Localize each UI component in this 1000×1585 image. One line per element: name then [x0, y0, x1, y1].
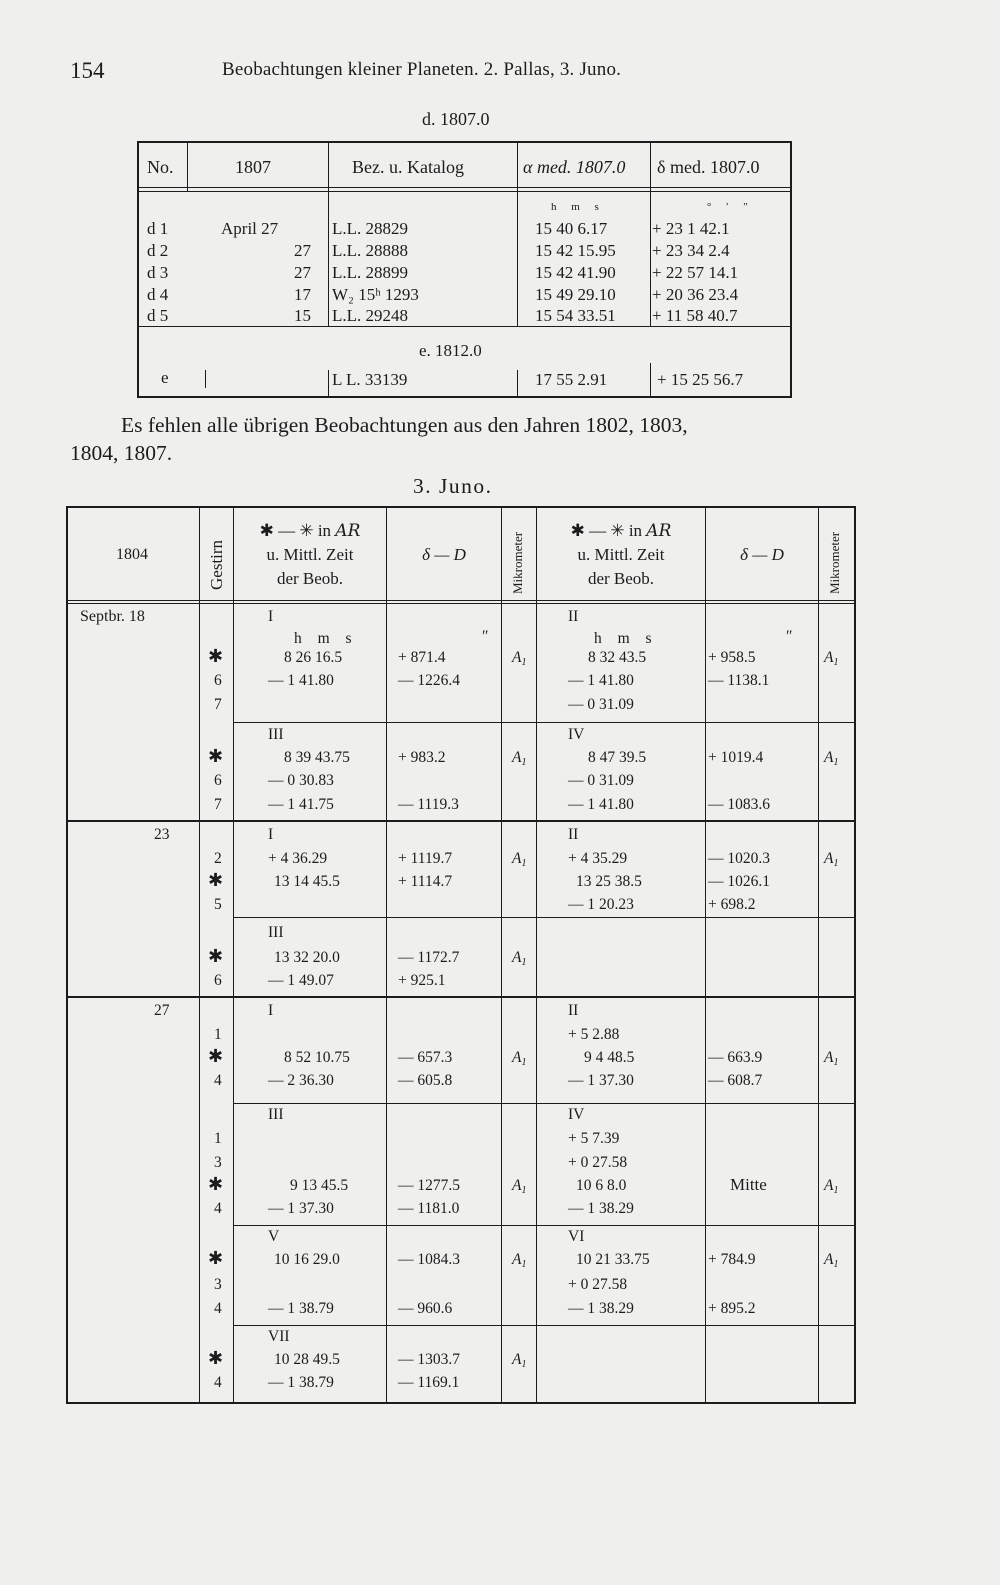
obs-time: + 4 36.29: [268, 850, 328, 867]
obs-number: II: [568, 826, 579, 843]
obs-time: — 1 41.80: [568, 796, 634, 813]
star-icon: ✱: [208, 946, 224, 966]
mikrometer-a1: $A_1$: [512, 649, 527, 668]
obs-time: — 1 49.07: [268, 972, 334, 989]
row-no: d 5: [147, 306, 169, 325]
obs-number: III: [268, 726, 284, 743]
obs-time: — 0 31.09: [568, 772, 634, 789]
obs-number: III: [268, 1106, 284, 1123]
row-catalog: L.L. 28899: [332, 263, 409, 282]
col-diff-header-2b: u. Mittl. Zeit: [577, 545, 665, 564]
obs-time: — 1 37.30: [268, 1200, 334, 1217]
obs-number: VII: [268, 1328, 290, 1345]
star-number: 1: [214, 1026, 222, 1043]
obs-number: II: [568, 1002, 579, 1019]
obs-delta: + 1114.7: [398, 873, 453, 890]
obs-time: — 0 31.09: [568, 696, 634, 713]
obs-time: 10 6 8.0: [576, 1177, 627, 1194]
star-number: 2: [214, 850, 222, 867]
obs-number: I: [268, 1002, 274, 1019]
row-no: d 2: [147, 241, 169, 260]
units-hms-b: h m s: [594, 630, 658, 647]
row-no: d 1: [147, 219, 169, 238]
obs-delta: + 871.4: [398, 649, 446, 666]
row-date: April 27: [221, 219, 279, 238]
obs-time: — 1 38.29: [568, 1300, 634, 1317]
juno-observation-table: [66, 506, 856, 1404]
row-ra: 15 49 29.10: [535, 285, 616, 304]
row-dec: + 23 1 42.1: [652, 219, 730, 238]
obs-delta: — 1169.1: [398, 1374, 460, 1391]
obs-time: — 1 41.80: [568, 672, 634, 689]
obs-time: — 2 36.30: [268, 1072, 334, 1089]
mikrometer-a1: $A_1$: [512, 1177, 527, 1196]
row-catalog: L.L. 28888: [332, 241, 409, 260]
obs-time: 10 16 29.0: [274, 1251, 340, 1268]
col-delta-header: δ — D: [422, 545, 466, 564]
obs-time: 13 14 45.5: [274, 873, 340, 890]
row-catalog: L.L. 28829: [332, 219, 409, 238]
section-d-title: d. 1807.0: [422, 109, 490, 129]
obs-time: + 0 27.58: [568, 1276, 628, 1293]
obs-delta: — 605.8: [398, 1072, 453, 1089]
obs-delta: — 1226.4: [398, 672, 460, 689]
obs-delta: + 983.2: [398, 749, 446, 766]
obs-time: — 1 37.30: [568, 1072, 634, 1089]
obs-delta: — 1026.1: [708, 873, 770, 890]
obs-delta: + 925.1: [398, 972, 446, 989]
obs-time: 10 21 33.75: [576, 1251, 650, 1268]
obs-delta: — 960.6: [398, 1300, 453, 1317]
row-dec: + 20 36 23.4: [652, 285, 739, 304]
obs-number: V: [268, 1228, 280, 1245]
mikrometer-a1: $A_1$: [512, 1049, 527, 1068]
juno-section-title: 3. Juno.: [413, 474, 493, 498]
col-diff-header-3: der Beob.: [276, 569, 344, 588]
obs-time: + 0 27.58: [568, 1154, 628, 1171]
col-mikrometer-header: Mikrometer: [510, 531, 525, 594]
units-arcsec-b: ″: [786, 628, 793, 645]
star-number: 4: [214, 1200, 222, 1217]
mikrometer-a1: $A_1$: [512, 749, 527, 768]
col-dec-header: δ med. 1807.0: [657, 157, 760, 177]
col-no-header: No.: [147, 157, 174, 177]
obs-time: 9 13 45.5: [290, 1177, 349, 1194]
row-date: 15: [294, 306, 311, 325]
star-number: 3: [214, 1154, 222, 1171]
obs-delta: — 1172.7: [398, 949, 460, 966]
row-date: 27: [294, 241, 311, 260]
star-icon: ✱: [208, 1046, 224, 1066]
e-row-catalog: L L. 33139: [332, 370, 408, 389]
obs-time: 9 4 48.5: [584, 1049, 635, 1066]
obs-delta: + 698.2: [708, 896, 756, 913]
obs-delta: — 608.7: [708, 1072, 763, 1089]
col-mikrometer-header-b: Mikrometer: [827, 531, 842, 594]
obs-time: — 1 38.79: [268, 1374, 334, 1391]
obs-delta: — 657.3: [398, 1049, 453, 1066]
obs-time: + 4 35.29: [568, 850, 628, 867]
mikrometer-a1: $A_1$: [824, 1177, 839, 1196]
star-icon: ✱: [208, 1174, 224, 1194]
units-arcsec: ″: [482, 628, 489, 645]
obs-delta: — 663.9: [708, 1049, 763, 1066]
obs-time: 13 32 20.0: [274, 949, 340, 966]
mikrometer-a1: $A_1$: [824, 649, 839, 668]
star-number: 4: [214, 1072, 222, 1089]
obs-delta: + 1119.7: [398, 850, 453, 867]
mikrometer-a1: $A_1$: [512, 1351, 527, 1370]
col-gestirn-header: Gestirn: [207, 539, 226, 590]
row-dec: + 23 34 2.4: [652, 241, 730, 260]
row-ra: 15 42 41.90: [535, 263, 616, 282]
mikrometer-a1: $A_1$: [512, 1251, 527, 1270]
row-catalog: L.L. 29248: [332, 306, 409, 325]
obs-delta: — 1084.3: [398, 1251, 460, 1268]
obs-time: + 5 2.88: [568, 1026, 620, 1043]
obs-time: 8 52 10.75: [284, 1049, 350, 1066]
col-delta-header-b: δ — D: [740, 545, 784, 564]
obs-time: + 5 7.39: [568, 1130, 620, 1147]
dec-units: ° ′ ″: [707, 201, 754, 213]
obs-delta: — 1303.7: [398, 1351, 460, 1368]
obs-number: I: [268, 826, 274, 843]
obs-time: 13 25 38.5: [576, 873, 642, 890]
obs-time: — 1 41.80: [268, 672, 334, 689]
star-number: 1: [214, 1130, 222, 1147]
star-number: 7: [214, 796, 222, 813]
mikrometer-a1: $A_1$: [512, 949, 527, 968]
page-number: 154: [70, 58, 105, 83]
star-number: 3: [214, 1276, 222, 1293]
row-ra: 15 54 33.51: [535, 306, 616, 325]
obs-time: 8 26 16.5: [284, 649, 343, 666]
obs-time: 10 28 49.5: [274, 1351, 340, 1368]
col-diff-header-2: u. Mittl. Zeit: [266, 545, 354, 564]
obs-delta: — 1020.3: [708, 850, 770, 867]
obs-delta: + 895.2: [708, 1300, 756, 1317]
col-catalog-header: Bez. u. Katalog: [352, 157, 464, 177]
row-ra: 15 40 6.17: [535, 219, 608, 238]
obs-delta: + 1019.4: [708, 749, 764, 766]
col-year-header: 1807: [235, 157, 271, 177]
obs-time: 8 32 43.5: [588, 649, 647, 666]
mikrometer-a1: $A_1$: [824, 1251, 839, 1270]
star-icon: ✱: [208, 1348, 224, 1368]
row-no: d 4: [147, 285, 169, 304]
ra-units: h m s: [551, 201, 605, 213]
row-no: d 3: [147, 263, 169, 282]
mikrometer-a1: $A_1$: [824, 1049, 839, 1068]
section-e-title: e. 1812.0: [419, 341, 482, 360]
date-27: 27: [154, 1002, 170, 1019]
obs-time: — 1 41.75: [268, 796, 334, 813]
e-row-no: e: [161, 368, 169, 387]
e-row-ra: 17 55 2.91: [535, 370, 608, 389]
obs-time: — 0 30.83: [268, 772, 334, 789]
obs-time: — 1 38.29: [568, 1200, 634, 1217]
obs-time: 8 47 39.5: [588, 749, 647, 766]
col-diff-header-1b: ✱ — ✳ in 𝐴𝑅: [570, 521, 672, 540]
e-row-dec: + 15 25 56.7: [657, 370, 744, 389]
star-number: 5: [214, 896, 222, 913]
col-diff-header-1: ✱ — ✳ in 𝐴𝑅: [259, 521, 361, 540]
mikrometer-a1: $A_1$: [512, 850, 527, 869]
mitte-label: Mitte: [730, 1175, 767, 1194]
obs-time: 8 39 43.75: [284, 749, 350, 766]
units-hms: h m s: [294, 630, 358, 647]
obs-number: IV: [568, 726, 585, 743]
date-23: 23: [154, 826, 170, 843]
star-number: 4: [214, 1300, 222, 1317]
mikrometer-a1: $A_1$: [824, 749, 839, 768]
row-date: 27: [294, 263, 311, 282]
obs-delta: — 1083.6: [708, 796, 770, 813]
missing-obs-note-line2: 1804, 1807.: [70, 441, 173, 465]
missing-obs-note-line1: Es fehlen alle übrigen Beobachtungen aus den Jahren 1802, 1803,: [121, 413, 688, 437]
obs-number: I: [268, 608, 274, 625]
row-date: 17: [294, 285, 311, 304]
star-icon: ✱: [208, 1248, 224, 1268]
star-icon: ✱: [208, 746, 224, 766]
obs-delta: — 1181.0: [398, 1200, 460, 1217]
star-number: 4: [214, 1374, 222, 1391]
star-icon: ✱: [208, 870, 224, 890]
obs-delta: — 1119.3: [398, 796, 459, 813]
obs-number: VI: [568, 1228, 585, 1245]
running-head: Beobachtungen kleiner Planeten. 2. Pallas, 3. Juno.: [222, 59, 622, 80]
star-icon: ✱: [208, 646, 224, 666]
obs-delta: + 784.9: [708, 1251, 756, 1268]
obs-time: — 1 20.23: [568, 896, 634, 913]
col-ra-header: α med. 1807.0: [523, 157, 626, 177]
obs-number: II: [568, 608, 579, 625]
row-dec: + 22 57 14.1: [652, 263, 739, 282]
pallas-star-table: [137, 141, 792, 398]
col-diff-header-3b: der Beob.: [587, 569, 655, 588]
star-number: 6: [214, 772, 222, 789]
obs-delta: — 1138.1: [708, 672, 770, 689]
row-catalog: W₂ 15ʰ 1293: [332, 285, 419, 304]
obs-delta: — 1277.5: [398, 1177, 460, 1194]
star-number: 7: [214, 696, 222, 713]
obs-time: — 1 38.79: [268, 1300, 334, 1317]
mikrometer-a1: $A_1$: [824, 850, 839, 869]
obs-delta: + 958.5: [708, 649, 756, 666]
col-year-header: 1804: [116, 546, 148, 563]
obs-number: III: [268, 924, 284, 941]
row-dec: + 11 58 40.7: [652, 306, 738, 325]
star-number: 6: [214, 672, 222, 689]
star-number: 6: [214, 972, 222, 989]
obs-number: IV: [568, 1106, 585, 1123]
row-ra: 15 42 15.95: [535, 241, 616, 260]
date-sep-18: Septbr. 18: [80, 608, 145, 625]
